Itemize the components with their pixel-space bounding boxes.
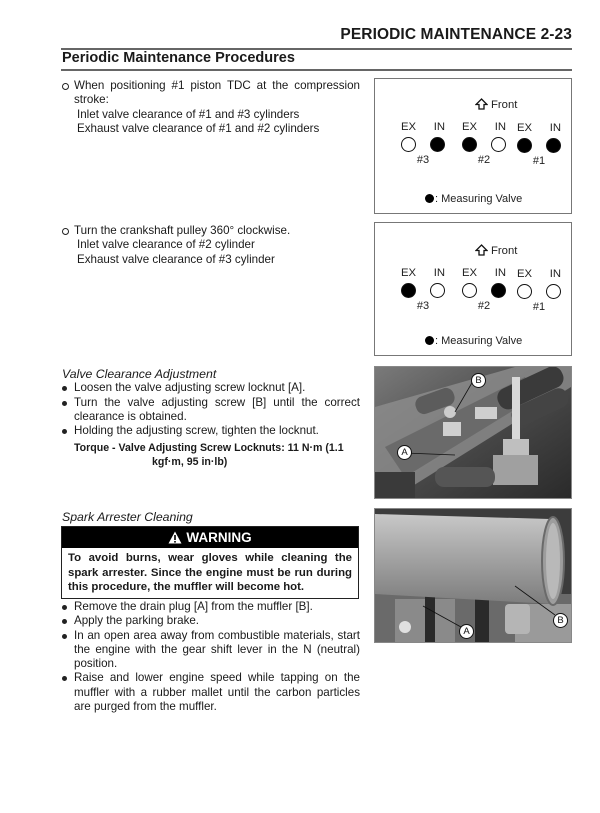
torque-line-2: kgf·m, 95 in·lb) (152, 456, 228, 469)
spark-arrester-steps (62, 600, 360, 714)
exhaust-valve-open-circle (401, 137, 416, 152)
cylinder-number: #2 (477, 154, 491, 166)
front-indicator (475, 244, 517, 257)
spark-arrester-heading: Spark Arrester Cleaning (62, 510, 193, 524)
callout-a: A (397, 445, 412, 460)
legend-text: : Measuring Valve (435, 193, 523, 205)
bullet-text: Remove the drain plug [A] from the muffler [B]. (74, 600, 313, 613)
bullet-text: Raise and lower engine speed while tapping on the muffler with a rubber mallet until the carbon particles are purged from the muffler. (74, 671, 360, 714)
section-title: Periodic Maintenance Procedures (62, 50, 295, 66)
rotate-inlet-line: Inlet valve clearance of #2 cylinder (77, 238, 255, 252)
exhaust-valve-measuring-dot (401, 283, 416, 298)
exhaust-valve-measuring-dot (462, 137, 477, 152)
front-label: Front (491, 99, 518, 111)
list-item (62, 381, 360, 395)
valve-adjustment-section (62, 367, 360, 469)
warning-title: WARNING (186, 530, 252, 545)
bullet-icon (62, 401, 67, 406)
inlet-valve-open-circle (430, 283, 445, 298)
inlet-valve-measuring-dot (491, 283, 506, 298)
exhaust-valve-open-circle (517, 284, 532, 299)
diagram-legend (425, 193, 522, 205)
valve-diagram-360 (374, 222, 572, 356)
cylinder-number: #2 (477, 300, 491, 312)
legend-text: : Measuring Valve (435, 335, 523, 347)
bullet-icon (62, 429, 67, 434)
in-label: IN (549, 122, 561, 134)
inlet-valve-open-circle (546, 284, 561, 299)
ex-label: EX (517, 122, 533, 134)
list-item (62, 629, 360, 672)
callout-b: B (553, 613, 568, 628)
torque-line-1: Torque - Valve Adjusting Screw Locknuts: 11 N·m (1.1 (74, 442, 344, 455)
list-item (62, 614, 360, 628)
ex-label: EX (401, 267, 417, 279)
open-circle-marker (62, 228, 69, 235)
tdc-exhaust-line: Exhaust valve clearance of #1 and #2 cylinders (77, 121, 320, 135)
cylinder-number: #1 (532, 155, 546, 167)
inlet-valve-open-circle (491, 137, 506, 152)
callout-b: B (471, 373, 486, 388)
valve-adjust-photo (374, 366, 572, 499)
ex-label: EX (462, 267, 478, 279)
ex-label: EX (462, 121, 478, 133)
exhaust-valve-measuring-dot (517, 138, 532, 153)
valve-diagram-tdc (374, 78, 572, 214)
cylinder-2 (462, 267, 506, 312)
bullet-text: Loosen the valve adjusting screw locknut [A]. (74, 381, 306, 395)
warning-header (62, 527, 358, 548)
bullet-text: In an open area away from combustible materials, start the engine with the gear shift lever in the N (neutral) position. (74, 628, 360, 671)
cylinder-number: #3 (416, 300, 430, 312)
cylinder-number: #1 (532, 301, 546, 313)
muffler-photo-illustration (375, 509, 571, 642)
bullet-icon (62, 386, 67, 391)
cylinder-1 (517, 268, 561, 313)
warning-text: To avoid burns, wear gloves while cleaning the spark arrester. Since the engine must be run during this procedure, the muffler will become hot. (68, 552, 352, 594)
tdc-step (62, 79, 360, 136)
inlet-valve-measuring-dot (546, 138, 561, 153)
cylinder-3 (401, 267, 445, 312)
exhaust-valve-open-circle (462, 283, 477, 298)
bullet-icon (62, 676, 67, 681)
filled-dot-icon (425, 194, 434, 203)
bullet-text: Apply the parking brake. (74, 614, 200, 628)
page-header: PERIODIC MAINTENANCE 2-23 (340, 26, 572, 43)
cylinder-number: #3 (416, 154, 430, 166)
front-indicator (475, 98, 517, 111)
bullet-icon (62, 634, 67, 639)
front-label: Front (491, 245, 518, 257)
list-item (62, 600, 360, 614)
valve-adjustment-heading: Valve Clearance Adjustment (62, 367, 217, 381)
front-arrow-icon (475, 244, 488, 256)
cylinder-3 (401, 121, 445, 166)
list-item (62, 671, 360, 714)
rotate-step (62, 224, 360, 267)
cylinder-1 (517, 122, 561, 167)
muffler-photo (374, 508, 572, 643)
bullet-icon (62, 619, 67, 624)
tdc-inlet-line: Inlet valve clearance of #1 and #3 cylinders (77, 107, 300, 121)
callout-a: A (459, 624, 474, 639)
list-item (62, 424, 360, 438)
section-rule (61, 69, 572, 71)
tdc-step-text: When positioning #1 piston TDC at the compression stroke: (74, 79, 360, 107)
in-label: IN (433, 121, 445, 133)
torque-spec (62, 441, 360, 469)
ex-label: EX (517, 268, 533, 280)
diagram-legend (425, 335, 522, 347)
warning-triangle-icon (168, 531, 182, 544)
ex-label: EX (401, 121, 417, 133)
open-circle-marker (62, 83, 69, 90)
bullet-text: Turn the valve adjusting screw [B] until the correct clearance is obtained. (74, 395, 360, 423)
rotate-exhaust-line: Exhaust valve clearance of #3 cylinder (77, 252, 275, 266)
cylinder-2 (462, 121, 506, 166)
bullet-icon (62, 605, 67, 610)
inlet-valve-measuring-dot (430, 137, 445, 152)
rotate-step-text: Turn the crankshaft pulley 360° clockwise. (74, 224, 291, 237)
in-label: IN (494, 267, 506, 279)
in-label: IN (433, 267, 445, 279)
list-item (62, 396, 360, 425)
engine-valve-photo-illustration (375, 367, 571, 498)
filled-dot-icon (425, 336, 434, 345)
front-arrow-icon (475, 98, 488, 110)
in-label: IN (494, 121, 506, 133)
in-label: IN (549, 268, 561, 280)
bullet-text: Holding the adjusting screw, tighten the locknut. (74, 424, 319, 438)
warning-box (61, 526, 359, 599)
